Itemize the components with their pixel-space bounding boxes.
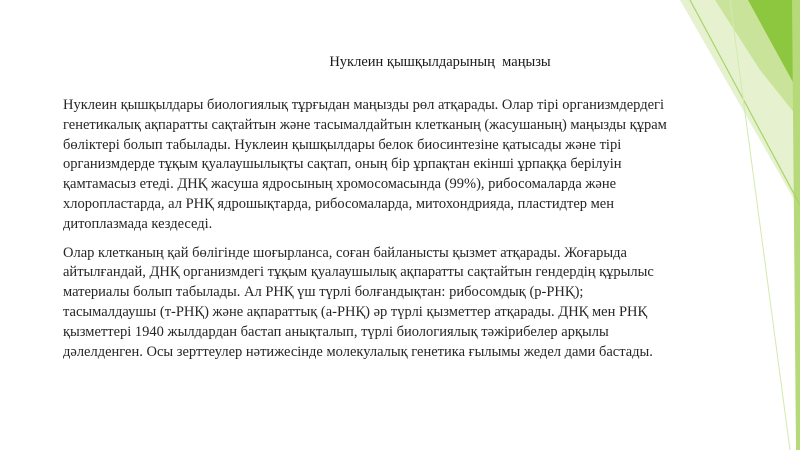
text-line: бөліктері болып табылады. Нуклеин қышқылдары белок биосинтезіне қатысады және тірі [63, 136, 622, 153]
text-line: материалы болып табылады. Ал РНҚ үш түрлі болғандықтан: рибосомдық (р-РНҚ); [63, 284, 584, 301]
text-line: қамтамасыз етеді. ДНҚ жасуша ядросының хромосомасында (99%), рибосомаларда және [63, 176, 617, 193]
text-line: Олар клетканың қай бөлігінде шоғырланса, соған байланысты қызмет атқарады. Жоғарыда [63, 244, 627, 261]
paragraph-2 [63, 244, 793, 363]
text-line: хлоропластарда, ал РНҚ ядрошықтарда, рибосомаларда, митохондрияда, пластидтер мен [63, 195, 614, 212]
text-line: организмдерде тұқым қуалаушылықты сақтап, оның бір ұрпақтан екінші ұрпаққа берілуін [63, 156, 622, 173]
slide-title: Нуклеин қышқылдарының маңызы [329, 54, 551, 70]
text-line: қызметтері 1940 жылдардан бастап анықталып, түрлі биологиялық тәжірибелер арқылы [63, 323, 609, 340]
text-line: дитоплазмада кездеседі. [63, 215, 213, 232]
paragraph-1 [63, 96, 793, 235]
text-line: тасымалдаушы (т-РНҚ) және ақпараттық (а-РНҚ) әр түрлі қызметтер атқарады. ДНҚ мен РНҚ [63, 303, 648, 320]
text-line: дәлелденген. Осы зерттеулер нәтижесінде молекулалық генетика ғылымы жедел дами бастады. [63, 343, 653, 360]
text-line: айтылғандай, ДНҚ организмдегі тұқым қуалаушылық ақпаратты сақтайтын гендердің құрылыс [63, 264, 654, 281]
text-line: генетикалық ақпаратты сақтайтын және тасымалдайтын клетканың (жасушаның) маңызды құрам [63, 116, 667, 133]
slide-body [63, 96, 793, 371]
text-line: Нуклеин қышқылдары биологиялық тұрғыдан маңызды рөл атқарады. Олар тірі организмдердегі [63, 97, 664, 113]
